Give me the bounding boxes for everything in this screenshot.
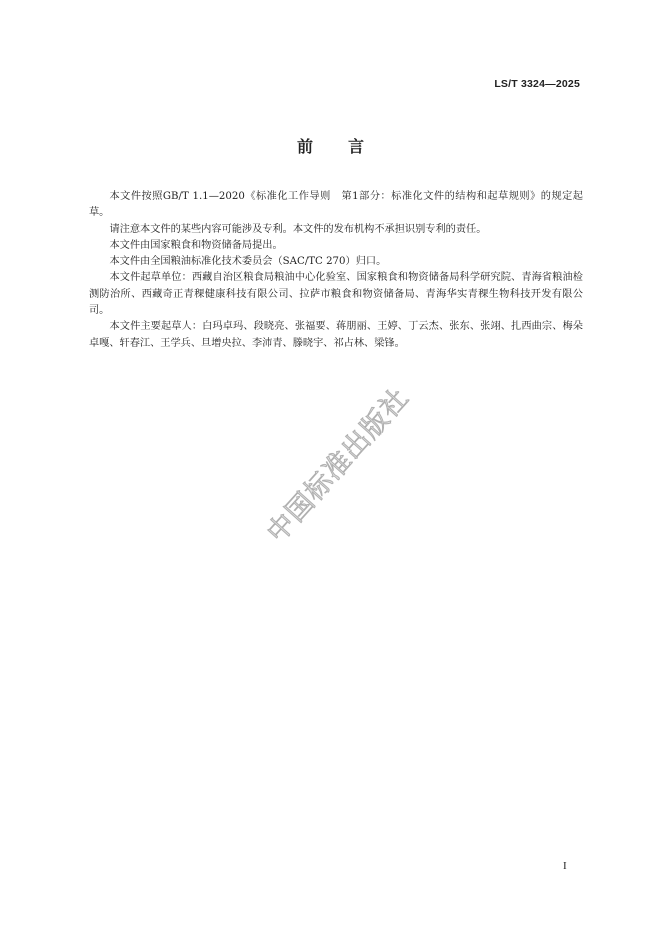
paragraph-proposer: 本文件由国家粮食和物资储备局提出。 xyxy=(109,239,283,251)
page-number: I xyxy=(563,860,567,872)
paragraph-drafting-units: 本文件起草单位：西藏自治区粮食局粮油中心化验室、国家粮食和物资储备局科学研究院、青海省粮油检测防治所、西藏奇正青稞健康科技有限公司、拉萨市粮食和物资储备局、青海华实青稞生物科技开发有限公司。 xyxy=(89,272,583,317)
paragraph-technical-committee: 本文件由全国粮油标准化技术委员会（SAC/TC 270）归口。 xyxy=(109,256,387,268)
paragraph-drafting-rules: 本文件按照GB/T 1.1—2020《标准化工作导则 第1部分：标准化文件的结构和起草规则》的规定起草。 xyxy=(89,191,583,219)
page-title xyxy=(0,134,662,157)
title-char-1: 前 xyxy=(296,137,314,156)
publisher-watermark: 中国标准出版社 xyxy=(261,382,416,549)
document-code: LS/T 3324—2025 xyxy=(494,78,580,90)
paragraph-drafters: 本文件主要起草人：白玛卓玛、段晓亮、张福要、蒋朋丽、王婷、丁云杰、张东、张翊、扎西曲宗、梅朵卓嘎、轩春江、王学兵、旦增央拉、李沛青、滕晓宇、祁占林、梁锋。 xyxy=(89,321,583,349)
paragraph-patent-notice: 请注意本文件的某些内容可能涉及专利。本文件的发布机构不承担识别专利的责任。 xyxy=(109,223,487,235)
foreword-body xyxy=(89,189,583,352)
title-char-2: 言 xyxy=(348,137,366,156)
